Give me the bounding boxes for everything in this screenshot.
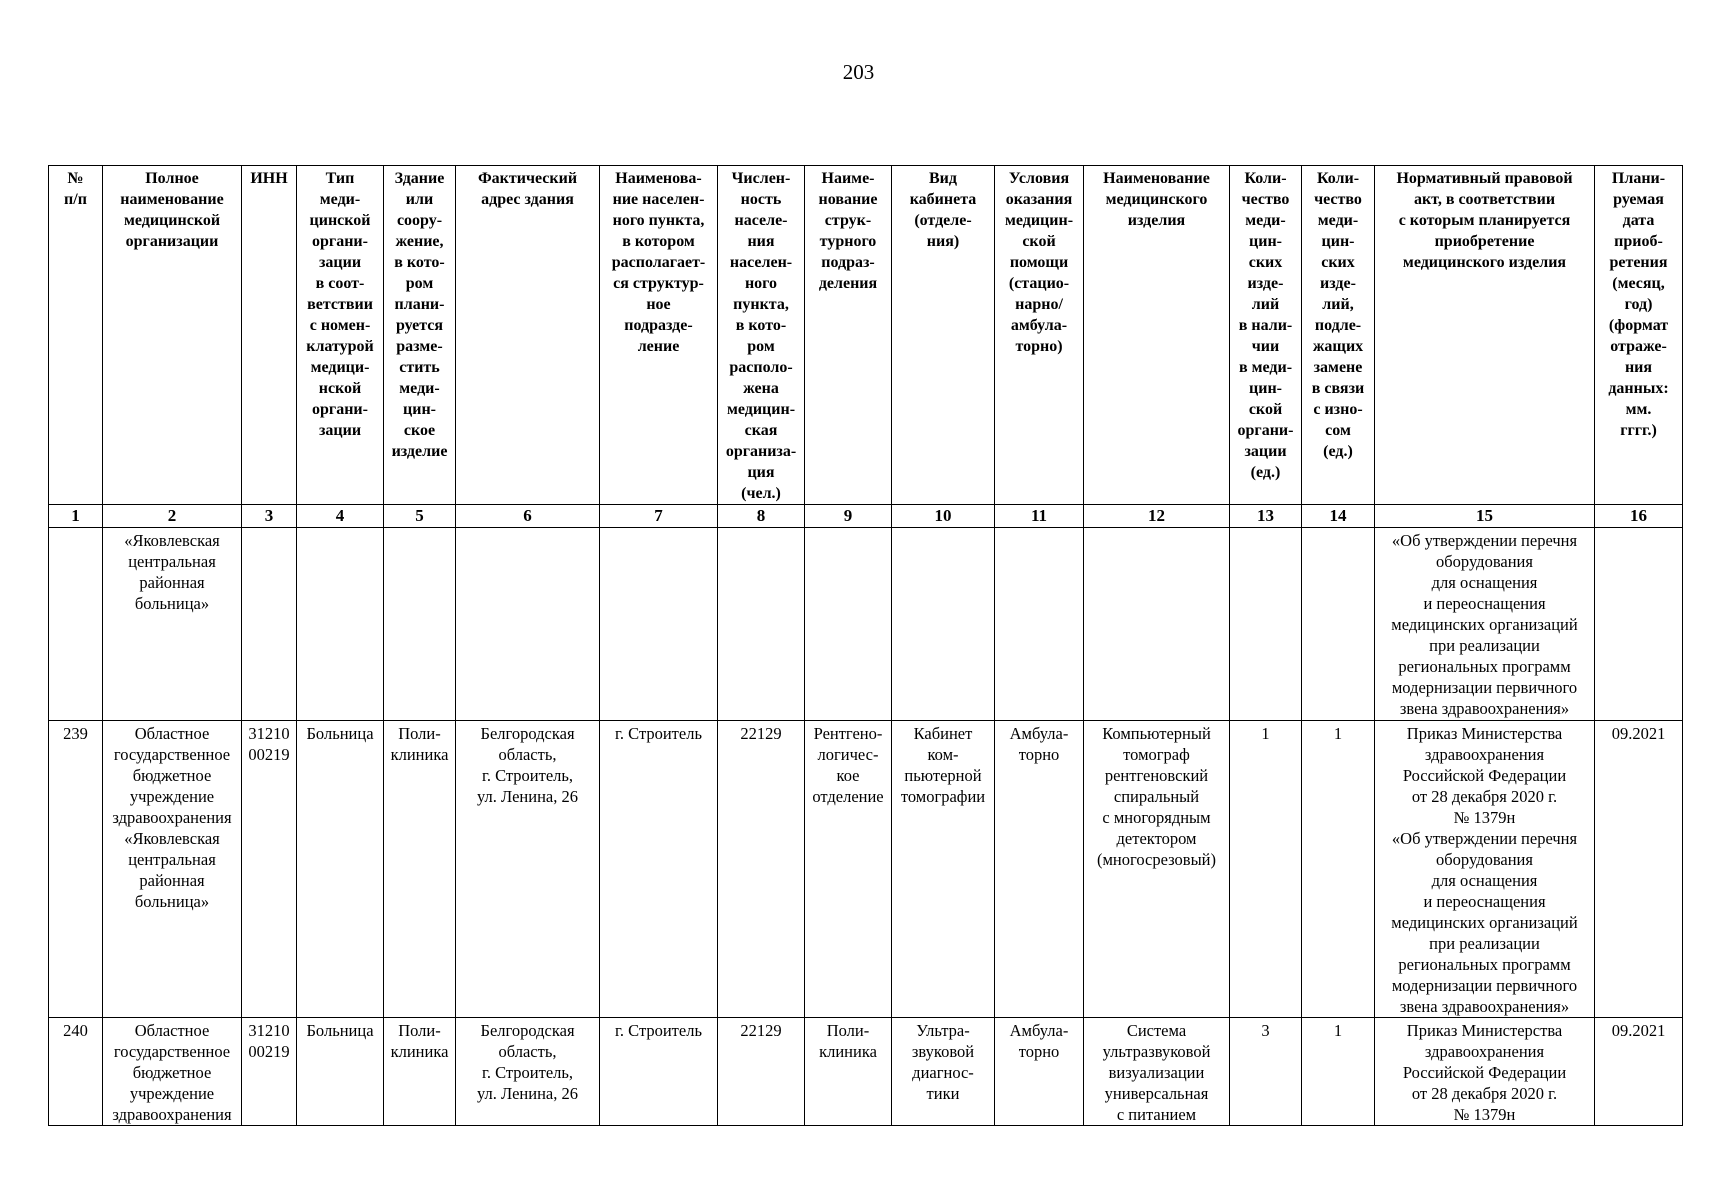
- table-cell: «Об утверждении перечня оборудования для оснащения и переоснащения медицинских организаций при реализации региональных программ модернизации первичного звена здравоохранения»: [1375, 528, 1595, 721]
- table-cell: Поли- клиника: [384, 1018, 456, 1126]
- table-cell: Белгородская область, г. Строитель, ул. Ленина, 26: [456, 1018, 600, 1126]
- table-cell: Поли- клиника: [805, 1018, 892, 1126]
- column-number: 11: [995, 505, 1084, 528]
- table-cell: [892, 528, 995, 721]
- table-cell: Компьютерный томограф рентгеновский спиральный с многорядным детектором (многосрезовый): [1084, 721, 1230, 1018]
- table-cell: Приказ Министерства здравоохранения Российской Федерации от 28 декабря 2020 г. № 1379н: [1375, 1018, 1595, 1126]
- table-cell: Амбула- торно: [995, 721, 1084, 1018]
- table-row: [49, 1018, 1683, 1126]
- column-number: 16: [1595, 505, 1683, 528]
- table-cell: Поли- клиника: [384, 721, 456, 1018]
- header-cell: Числен- ность населе- ния населен- ного пункта, в кото- ром располо- жена медицин- ская организа- ция (чел.): [718, 166, 805, 505]
- table-cell: Белгородская область, г. Строитель, ул. Ленина, 26: [456, 721, 600, 1018]
- table-cell: [297, 528, 384, 721]
- table-cell: [1230, 528, 1302, 721]
- table-cell: [995, 528, 1084, 721]
- table-cell: [49, 528, 103, 721]
- column-number: 9: [805, 505, 892, 528]
- table-cell: Рентгено- логичес- кое отделение: [805, 721, 892, 1018]
- header-cell: Коли- чество меди- цин- ских изде- лий в нали- чии в меди- цин- ской органи- зации (ед.): [1230, 166, 1302, 505]
- header-cell: Нормативный правовой акт, в соответствии с которым планируется приобретение медицинского изделия: [1375, 166, 1595, 505]
- column-number: 3: [242, 505, 297, 528]
- table-cell: [718, 528, 805, 721]
- column-number: 4: [297, 505, 384, 528]
- column-number: 15: [1375, 505, 1595, 528]
- table-cell: [242, 528, 297, 721]
- table-cell: Областное государственное бюджетное учреждение здравоохранения: [103, 1018, 242, 1126]
- table-cell: [600, 528, 718, 721]
- column-number: 12: [1084, 505, 1230, 528]
- header-cell: Наименование медицинского изделия: [1084, 166, 1230, 505]
- column-number: 7: [600, 505, 718, 528]
- column-number: 6: [456, 505, 600, 528]
- table-cell: Больница: [297, 1018, 384, 1126]
- table-row: [49, 528, 1683, 721]
- header-cell: Полное наименование медицинской организации: [103, 166, 242, 505]
- header-cell: Вид кабинета (отделе- ния): [892, 166, 995, 505]
- table-cell: Амбула- торно: [995, 1018, 1084, 1126]
- header-cell: Наименова- ние населен- ного пункта, в котором располагает- ся структур- ное подразде- ление: [600, 166, 718, 505]
- header-row: [49, 166, 1683, 505]
- table-cell: 22129: [718, 721, 805, 1018]
- table-cell: Больница: [297, 721, 384, 1018]
- table-cell: 31210 00219: [242, 721, 297, 1018]
- table-cell: 3: [1230, 1018, 1302, 1126]
- table-cell: [805, 528, 892, 721]
- header-cell: Условия оказания медицин- ской помощи (стацио- нарно/ амбула- торно): [995, 166, 1084, 505]
- table-cell: [1595, 528, 1683, 721]
- table-cell: 240: [49, 1018, 103, 1126]
- table-row: [49, 721, 1683, 1018]
- column-number: 13: [1230, 505, 1302, 528]
- header-cell: Плани- руемая дата приоб- ретения (месяц, год) (формат отраже- ния данных: мм. гггг.): [1595, 166, 1683, 505]
- header-cell: Коли- чество меди- цин- ских изде- лий, подле- жащих замене в связи с изно- сом (ед.): [1302, 166, 1375, 505]
- page-number: 203: [842, 60, 875, 84]
- table-cell: 31210 00219: [242, 1018, 297, 1126]
- table-cell: «Яковлевская центральная районная больница»: [103, 528, 242, 721]
- table-cell: 1: [1302, 721, 1375, 1018]
- table-cell: Областное государственное бюджетное учреждение здравоохранения «Яковлевская центральная районная больница»: [103, 721, 242, 1018]
- header-cell: Фактический адрес здания: [456, 166, 600, 505]
- column-number: 1: [49, 505, 103, 528]
- table-cell: 1: [1230, 721, 1302, 1018]
- table-cell: 239: [49, 721, 103, 1018]
- table-cell: [1084, 528, 1230, 721]
- header-cell: Здание или соору- жение, в кото- ром плани- руется разме- стить меди- цин- ское изделие: [384, 166, 456, 505]
- table-cell: Приказ Министерства здравоохранения Российской Федерации от 28 декабря 2020 г. № 1379н «Об утверждении перечня оборудования для оснащения и переоснащения медицинских организаций при реализации региональных программ модернизации первичного звена здравоохранения»: [1375, 721, 1595, 1018]
- table-cell: Кабинет ком- пьютерной томографии: [892, 721, 995, 1018]
- table-cell: г. Строитель: [600, 1018, 718, 1126]
- table-cell: [384, 528, 456, 721]
- table-cell: 1: [1302, 1018, 1375, 1126]
- table-cell: Ультра- звуковой диагнос- тики: [892, 1018, 995, 1126]
- header-cell: Наиме- нование струк- турного подраз- деления: [805, 166, 892, 505]
- column-number: 14: [1302, 505, 1375, 528]
- header-cell: Тип меди- цинской органи- зации в соот- ветствии с номен- клатурой медици- нской органи- зации: [297, 166, 384, 505]
- header-cell: ИНН: [242, 166, 297, 505]
- table-cell: [456, 528, 600, 721]
- table-cell: 22129: [718, 1018, 805, 1126]
- equipment-table: [48, 165, 1683, 1126]
- column-number: 5: [384, 505, 456, 528]
- column-number: 10: [892, 505, 995, 528]
- table-cell: [1302, 528, 1375, 721]
- column-number: 2: [103, 505, 242, 528]
- column-number: 8: [718, 505, 805, 528]
- table-cell: Система ультразвуковой визуализации универсальная с питанием: [1084, 1018, 1230, 1126]
- table-cell: г. Строитель: [600, 721, 718, 1018]
- table-cell: 09.2021: [1595, 1018, 1683, 1126]
- table-cell: 09.2021: [1595, 721, 1683, 1018]
- header-cell: № п/п: [49, 166, 103, 505]
- column-number-row: [49, 505, 1683, 528]
